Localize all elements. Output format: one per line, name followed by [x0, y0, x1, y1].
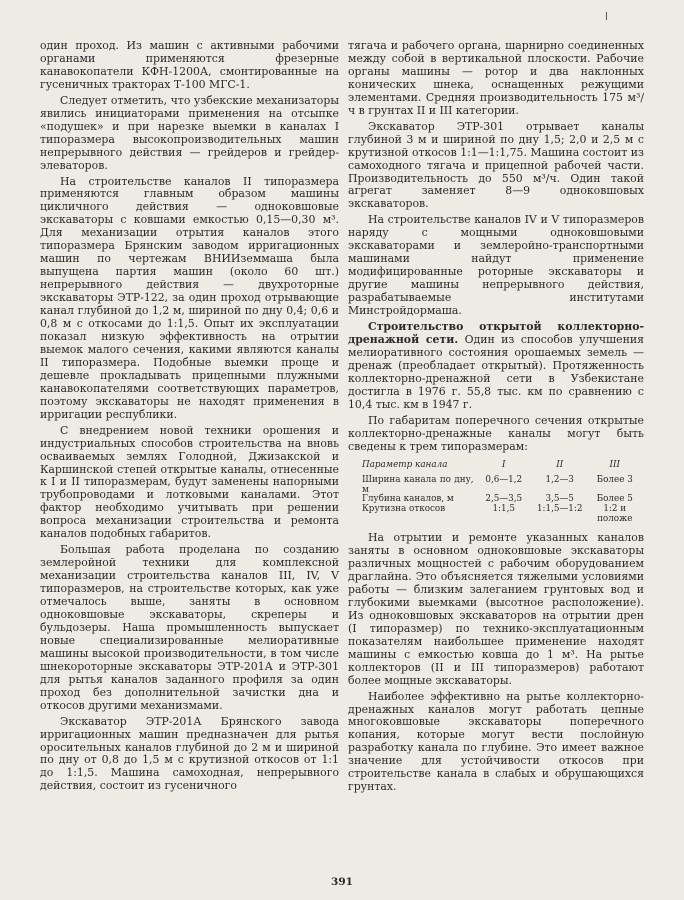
paragraph: Следует отметить, что узбекские механизаторы явились инициаторами применения на отсыпке «подушек» и при нарезке выемки в каналах I типоразмера высокопроизводительных машин непрерывного действия — грейдеров и грейдер-элеваторов. [40, 93, 339, 172]
table-header-row [362, 461, 644, 477]
paragraph: Большая работа проделана по созданию землеройной техники для комплексной механизации строительства каналов III, IV, V типоразмеров, на строительстве которых, как уже отмечалось выше, заняты в основном одноковшовые экскаваторы, скреперы и бульдозеры. Наша промышленность выпускает новые специализированные мелиоративные машины высокой производительности, в том числе шнекороторные экскаваторы ЭТР-201А и ЭТР-301 для рытья каналов заданного профиля за один проход без дополнительной зачистки дна и откосов другими механизмами. [40, 543, 339, 712]
table-row [362, 505, 644, 524]
section-paragraph [348, 321, 644, 412]
table-cell: 1,2—3 [545, 475, 574, 486]
page-number: 391 [331, 876, 353, 888]
left-column [40, 40, 339, 793]
table-cell: 1:2 и положе [597, 503, 633, 524]
paragraph: один проход. Из машин с активными рабочими органами применяются фрезерные канавокопатели КФН-1200А, смонтированные на гусеничных тракторах Т-100 МГС-1. [40, 39, 339, 91]
table-header: III [609, 459, 620, 470]
table-header: Параметр канала [362, 459, 448, 470]
table-cell-label: Глубина каналов, м [362, 494, 454, 505]
table-cell-label: Ширина канала по дну, м [362, 475, 474, 495]
table-cell: 2,5—3,5 [485, 494, 523, 505]
table-cell: Более 5 [596, 494, 633, 505]
table-cell: 1:1,5—1:2 [536, 503, 583, 514]
section-heading: Строительство открытой коллекторно-дренажной сети. [348, 320, 644, 346]
table-header: II [556, 459, 564, 470]
table-cell: 3,5—5 [545, 494, 574, 505]
paragraph: Экскаватор ЭТР-301 отрывает каналы глубиной 3 м и шириной по дну 1,5; 2,0 и 2,5 м с крутизной откосов 1:1—1:1,75. Машина состоит из самоходного тягача и прицепной рабочей части. Производительность до 550 м³/ч. Один такой агрегат заменяет 8—9 одноковшовых экскаваторов. [348, 119, 644, 211]
paragraph: тягача и рабочего органа, шарнирно соединенных между собой в вертикальной плоскости. Рабочие органы машины — ротор и два наклонных конических шнека, оснащенных режущими элементами. Средняя производительность 175 м³/ч в грунтах II и III категории. [348, 39, 644, 117]
table-cell: 0,6—1,2 [485, 475, 523, 486]
paragraph: Наиболее эффективно на рытье коллекторно-дренажных каналов могут работать цепные многоковшовые экскаваторы поперечного копания, которые могут вести послойную разработку канала по глубине. Это имеет важное значение для устойчивости откосов при строительстве канала в слабых и обрушающихся грунтах. [348, 689, 644, 794]
paragraph: С внедрением новой техники орошения и индустриальных способов строительства на вновь осваиваемых землях Голодной, Джизакской и Каршинской степей открытые каналы, отнесенные к I и II типоразмерам, будут заменены напорными трубопроводами и лотковыми каналами. Этот фактор необходимо учитывать при решении вопроса механизации строительства и ремонта каналов подобных габаритов. [40, 423, 339, 541]
table-cell-label: Крутизна откосов [362, 503, 446, 514]
margin-mark [606, 12, 607, 20]
section-text: Один из способов улучшения мелиоративного состояния орошаемых земель — дренаж (преобладает открытый). Протяженность коллекторно-дренажной сети в Узбекистане достигла в 1976 г. 55,8 тыс. км по сравнению с 10,4 тыс. км в 1947 г. [348, 332, 645, 411]
parameters-table [362, 461, 644, 525]
paragraph: На строительстве каналов IV и V типоразмеров наряду с мощными одноковшовыми экскаваторами и землеройно-транспортными машинами найдут применение модифицированные роторные экскаваторы и другие машины непрерывного действия, разрабатываемые институтами Минстройдормаша. [348, 213, 644, 318]
table-cell: Более 3 [596, 475, 633, 486]
table-header: I [502, 459, 506, 470]
paragraph: На строительстве каналов II типоразмера применяются главным образом машины цикличного действия — одноковшовые экскаваторы с ковшами емкостью 0,15—0,30 м³. Для механизации отрытия каналов этого типоразмера Брянским заводом ирригационных машин по чертежам ВНИИземмаша была выпущена партия машин (около 60 шт.) непрерывного действия — двухроторные экскаваторы ЭТР-122, за один проход отрывающие канал глубиной до 1,2 м, шириной по дну 0,4; 0,6 и 0,8 м с откосами до 1:1,5. Опыт их эксплуатации показал низкую эффективность на отрытии выемок малого сечения, какими являются каналы II типоразмера. Подобные выемки проще и дешевле прокладывать прицепными плужными канавокопателями соответствующих параметров, поэтому экскаваторы не находят применения в ирригации республики. [40, 174, 339, 421]
table-row [362, 476, 644, 495]
paragraph: По габаритам поперечного сечения открытые коллекторно-дренажные каналы могут быть сведены к трем типоразмерам: [348, 413, 644, 453]
paragraph: На отрытии и ремонте указанных каналов заняты в основном одноковшовые экскаваторы различных мощностей с рабочим оборудованием драглайна. Это объясняется тяжелыми условиями работы — близким залеганием грунтовых вод и глубокими выемками (высотное расположение). Из одноковшовых экскаваторов на отрытии дрен (I типоразмер) по технико-эксплуатационным показателям наибольшее применение находят машины с емкостью ковша до 1 м³. На рытье коллекторов (II и III типоразмеров) работают более мощные экскаваторы. [348, 531, 644, 687]
table-cell: 1:1,5 [492, 503, 516, 514]
paragraph: Экскаватор ЭТР-201А Брянского завода ирригационных машин предназначен для рытья оросительных каналов глубиной до 2 м и шириной по дну от 0,8 до 1,5 м с крутизной откосов от 1:1 до 1:1,5. Машина самоходная, непрерывного действия, состоит из гусеничного [40, 714, 339, 793]
right-column [348, 40, 644, 794]
